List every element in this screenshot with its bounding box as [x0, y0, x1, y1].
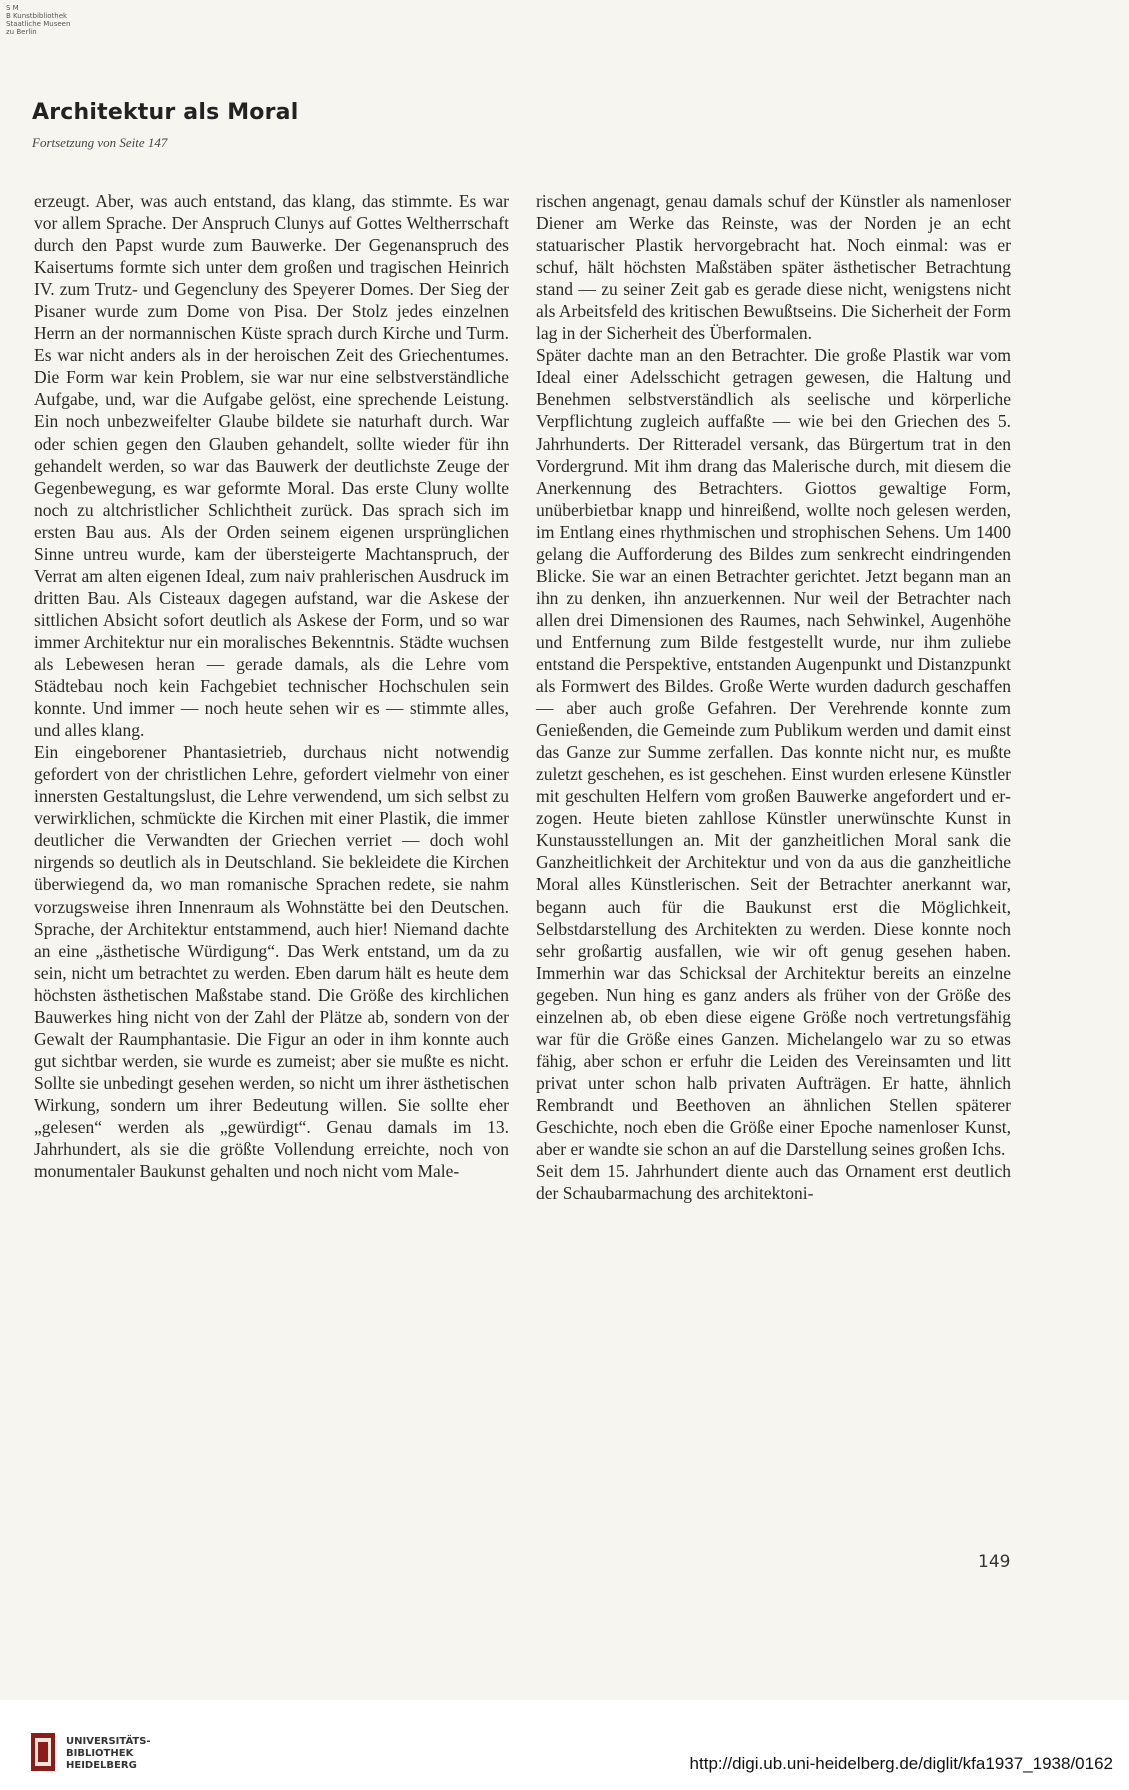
- paragraph: Ein eingeborener Phantasietrieb, durchaus nicht notwendig gefordert von der christlichen Lehre, gefordert vielmehr von einer innersten Gestaltungslust, die Lehre verwendend, um sich selbst zu verwirklichen, schmückte die Kirchen mit einer Plastik, die immer deutlicher die Verwandten der Griechen verriet — doch wohl nirgends so deutlich als in Deutschland. Sie bekleidete die Kirchen überwiegend da, wo man romanische Sprachen redete, sie nahm vorzugsweise ihren Innenraum als Wohnstätte bei den Deutschen. Sprache, der Architektur entstammend, auch hier! Niemand dachte an eine „ästhetische Würdigung“. Das Werk entstand, um da zu sein, nicht um betrachtet zu werden. Eben darum hält es heute dem höchsten ästhetischen Maßstabe stand. Die Größe des kirchlichen Bauwerkes hing nicht von der Zahl der Plätze ab, sondern von der Gewalt der Raumphantasie. Die Figur an oder in ihm konnte auch gut sichtbar werden, sie wurde es zumeist; aber sie mußte es nicht. Sollte sie unbedingt gesehen werden, so nicht um ihrer ästhetischen Wirkung, sondern um ihrer Bedeutung willen. Sie sollte eher „gelesen“ werden als „gewürdigt“. Genau damals im 13. Jahrhundert, als sie die größte Vollendung erreichte, noch von monumentaler Baukunst gehalten und noch nicht vom Male-: [34, 742, 509, 1182]
- paragraph: erzeugt. Aber, was auch entstand, das klang, das stimmte. Es war vor allem Sprache. Der Anspruch Clunys auf Gottes Weltherrschaft durch den Papst wurde zum Bauwerke. Der Gegenanspruch des Kaisertums formte sich unter dem großen und tragischen Heinrich IV. zum Trutz- und Gegencluny des Speyerer Domes. Der Sieg der Pisaner wurde zum Dome von Pisa. Der Stolz jedes einzelnen Herrn an der normannischen Küste sprach durch Kirche und Turm. Es war nicht anders als in der heroischen Zeit des Griechentumes. Die Form war kein Problem, sie war nur eine selbstverständliche Aufgabe, und, war die Aufgabe gelöst, eine sprechende Leistung. Ein noch unbezweifelter Glaube bildete sie naturhaft durch. War oder schien gegen den Glauben gehandelt, sollte wieder für ihn gehandelt werden, so war das Bauwerk der deutlichste Zeuge der Gegenbewegung, es war geformte Moral. Das erste Cluny wollte noch zu altchristlicher Schlichtheit zurück. Das sprach sich im ersten Bau aus. Als der Orden seinem eigenen ursprünglichen Sinne untreu wurde, kam der übersteigerte Machtanspruch, der Verrat am alten eigenen Ideal, zum naiv prahlerischen Ausdruck im dritten Bau. Als Cisteaux dagegen aufstand, war die Askese der sittlichen Absicht sofort deutlich als Askese der Form, und so war immer Architektur nur ein moralisches Bekenntnis. Städte wuchsen als Lebewesen heran — gerade damals, als die Lehre vom Städtebau noch kein Fachgebiet technischer Hochschulen sein konnte. Und immer — noch heute sehen wir es — stimmte alles, und alles klang.: [34, 191, 509, 741]
- paragraph: rischen angenagt, genau damals schuf der Künstler als namenloser Diener am Werke das Reinste, was der Norden je an echt statuarischer Plastik hervorgebracht hat. Noch einmal: was er schuf, hält höchsten Maßstäben später ästhetischer Betrachtung stand — zu seiner Zeit gab es gerade diese nicht, wenigstens nicht als Arbeitsfeld des kritischen Bewußtseins. Die Sicherheit der Form lag in der Sicherheit des Überformalen.: [536, 191, 1011, 344]
- left-text-column: [34, 190, 509, 1182]
- library-name-line: UNIVERSITÄTS-: [66, 1736, 151, 1747]
- library-name-line: HEIDELBERG: [66, 1760, 137, 1771]
- stamp-line: zu Berlin: [6, 28, 37, 36]
- library-name: [66, 1736, 151, 1772]
- paragraph: Seit dem 15. Jahrhundert diente auch das Ornament erst deutlich der Schaubarmachung des architektoni-: [536, 1161, 1011, 1204]
- library-name-line: BIBLIOTHEK: [66, 1748, 134, 1759]
- library-stamp: [6, 4, 70, 36]
- paragraph: Später dachte man an den Betrachter. Die große Plastik war vom Ideal einer Adelsschicht getragen gewesen, die Haltung und Benehmen selbstverständlich als seelische und körperliche Verpflichtung zugleich auffaßte — wie bei den Griechen des 5. Jahrhunderts. Der Ritteradel versank, das Bürgertum trat in den Vordergrund. Mit ihm drang das Malerische durch, mit diesem die Anerkennung des Betrachters. Giottos gewaltige Form, unüberbietbar knapp und hinreißend, wollte noch gelesen werden, im Entlang eines rhythmischen und strophischen Sehens. Um 1400 gelang die Aufforderung des Bildes zum senkrecht eindringenden Blicke. Sie war an einen Betrachter gerichtet. Jetzt begann man an ihn zu denken, ihn anzuerkennen. Nur weil der Betrachter nach allen drei Dimensionen des Raumes, nach Sehwinkel, Augenhöhe und Entfernung zum Bilde festgestellt wurde, nur ihm zuliebe entstand die Perspektive, entstanden Augenpunkt und Distanzpunkt als Formwert des Bildes. Große Werte wurden dadurch geschaffen — aber auch große Gefahren. Der Verehrende konnte zum Genießenden, die Gemeinde zum Publikum werden und damit einst das Ganze zur Summe zerfallen. Das konnte nicht nur, es mußte zuletzt geschehen, es ist geschehen. Einst wurden erlesene Künstler mit geschulten Helfern vom großen Bauwerke angefordert und erzogen. Heute bieten zahllose Künstler unerwünschte Kunst in Kunstausstellungen an. Mit der ganzheitlichen Moral sank die Ganzheitlichkeit der Architektur und von da aus die ganzheitliche Moral alles Künstlerischen. Seit der Betrachter anerkannt war, begann auch für die Baukunst erst die Möglichkeit, Selbstdarstellung des Architekten zu werden. Diese konnte noch sehr großartig ausfallen, wie wir oft genug gesehen haben. Immerhin war das Schicksal der Architektur bereits an einzelne gegeben. Nun hing es ganz anders als früher von der Größe des einzelnen ab, ob eben diese eigene Größe noch vertretungsfähig war für die Größe eines Ganzen. Michelangelo war zu so etwas fähig, aber schon er erfuhr die Leiden des Vereinsamten und litt privat unter schon halb privaten Aufträgen. Er hatte, ähnlich Rembrandt und Beethoven an ähnlichen Stellen späterer Geschichte, noch eben die Größe einer Epoche namenloser Kunst, aber er wandte sie schon an auf die Darstellung seines großen Ichs.: [536, 345, 1011, 1160]
- stamp-line: Staatliche Museen: [6, 20, 71, 28]
- footer-bar: [0, 1700, 1129, 1790]
- permalink-url[interactable]: http://digi.ub.uni-heidelberg.de/diglit/kfa1937_1938/0162: [689, 1754, 1113, 1773]
- stamp-line: S M: [6, 4, 19, 12]
- stamp-line: B Kunstbibliothek: [6, 12, 68, 20]
- right-text-column: [536, 190, 1011, 1204]
- university-seal-icon: [30, 1732, 56, 1772]
- continuation-note: Fortsetzung von Seite 147: [32, 135, 168, 150]
- page-number: 149: [978, 1552, 1011, 1572]
- article-title: Architektur als Moral: [32, 100, 299, 125]
